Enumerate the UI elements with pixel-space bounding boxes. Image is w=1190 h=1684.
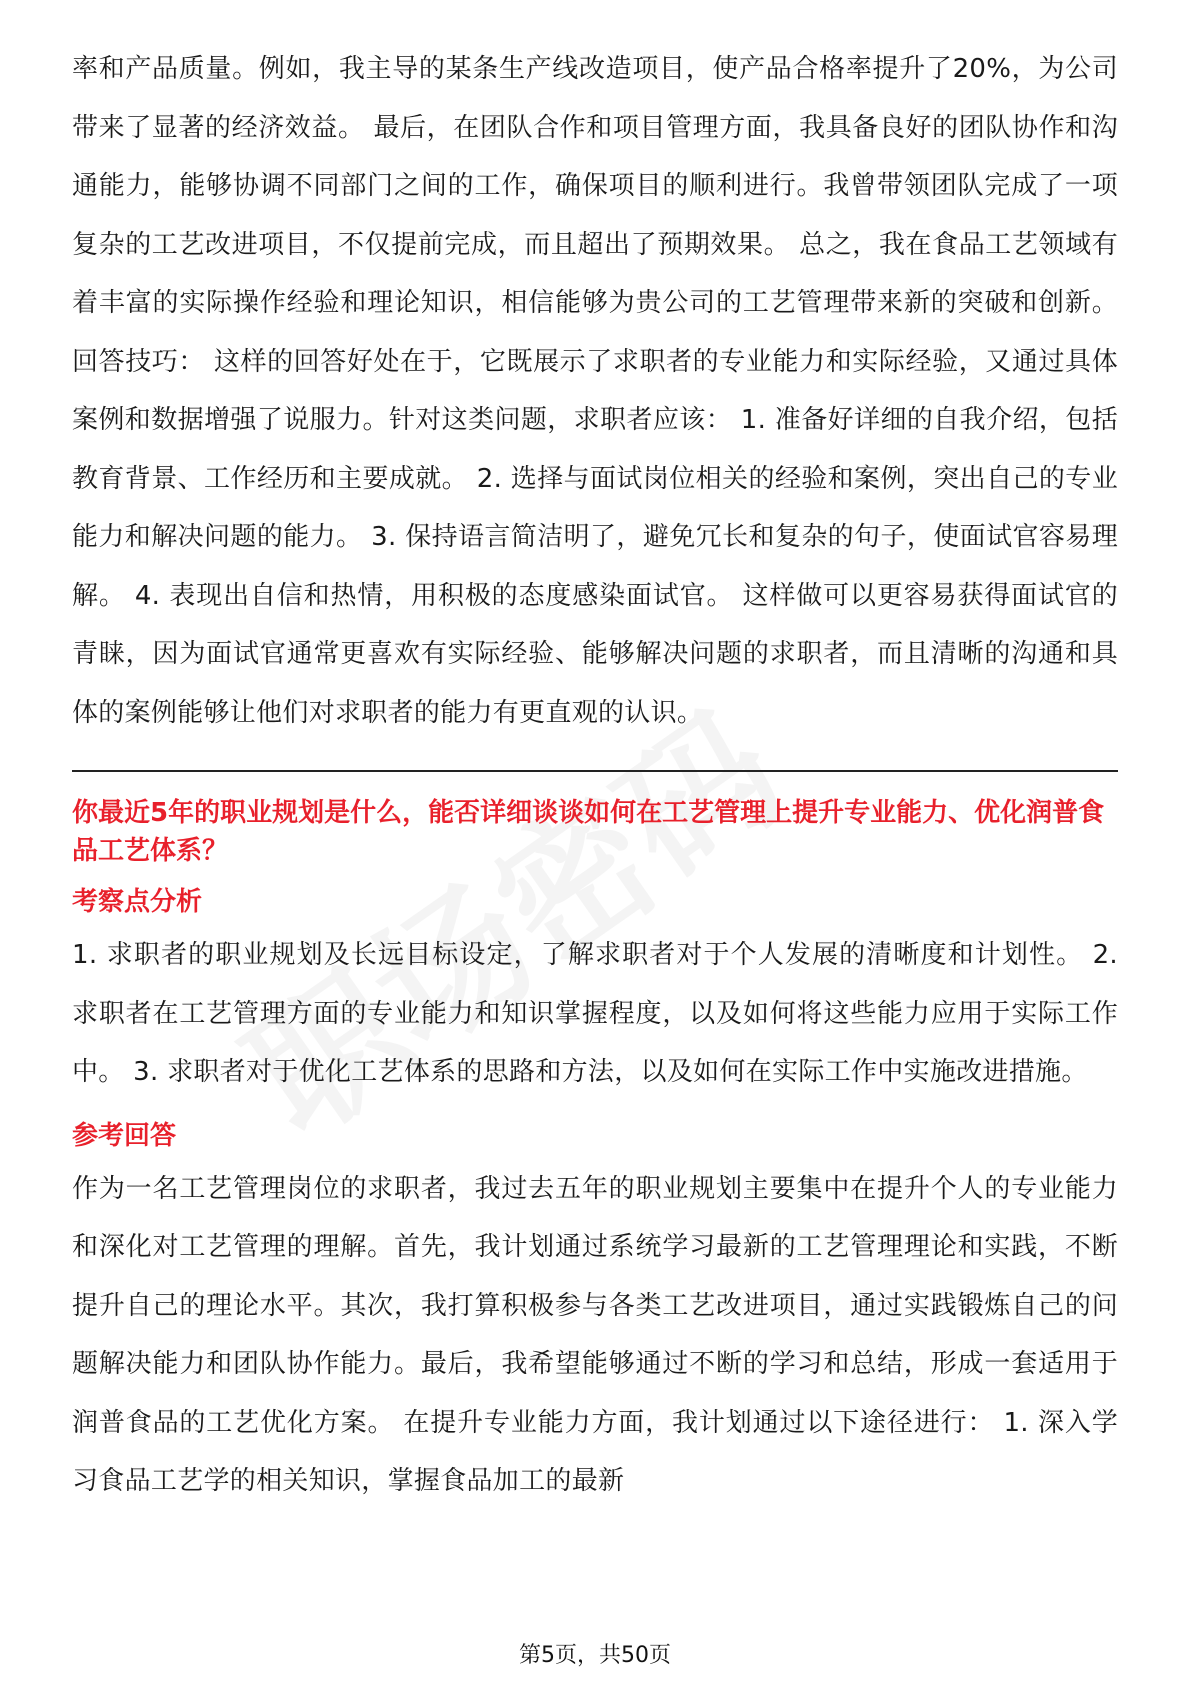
question-heading: 你最近5年的职业规划是什么，能否详细谈谈如何在工艺管理上提升专业能力、优化润普食品工艺体系？ (72, 798, 1105, 866)
analysis-paragraph: 1. 求职者的职业规划及长远目标设定，了解求职者对于个人发展的清晰度和计划性。 2. 求职者在工艺管理方面的专业能力和知识掌握程度，以及如何将这些能力应用于实际工作中。 3. 求职者对于优化工艺体系的思路和方法，以及如何在实际工作中实施改进措施。 (72, 940, 1118, 1087)
analysis-heading: 考察点分析 (72, 887, 203, 917)
intro-paragraph: 率和产品质量。例如，我主导的某条生产线改造项目，使产品合格率提升了20%，为公司带来了显著的经济效益。 最后，在团队合作和项目管理方面，我具备良好的团队协作和沟通能力，能够协调不同部门之间的工作，确保项目的顺利进行。我曾带领团队完成了一项复杂的工艺改进项目，不仅提前完成，而且超出了预期效果。 总之，我在食品工艺领域有着丰富的实际操作经验和理论知识，相信能够为贵公司的工艺管理带来新的突破和创新。 回答技巧： 这样的回答好处在于，它既展示了求职者的专业能力和实际经验，又通过具体案例和数据增强了说服力。针对这类问题，求职者应该： 1. 准备好详细的自我介绍，包括教育背景、工作经历和主要成就。 2. 选择与面试岗位相关的经验和案例，突出自己的专业能力和解决问题的能力。 3. 保持语言简洁明了，避免冗长和复杂的句子，使面试官容易理解。 4. 表现出自信和热情，用积极的态度感染面试官。 这样做可以更容易获得面试官的青睐，因为面试官通常更喜欢有实际经验、能够解决问题的求职者，而且清晰的沟通和具体的案例能够让他们对求职者的能力有更直观的认识。 (72, 54, 1118, 728)
page-footer: 第5页，共50页 (519, 1643, 671, 1668)
document-page (72, 40, 1118, 1511)
answer-heading: 参考回答 (72, 1120, 177, 1151)
answer-paragraph: 作为一名工艺管理岗位的求职者，我过去五年的职业规划主要集中在提升个人的专业能力和深化对工艺管理的理解。首先，我计划通过系统学习最新的工艺管理理论和实践，不断提升自己的理论水平。其次，我打算积极参与各类工艺改进项目，通过实践锻炼自己的问题解决能力和团队协作能力。最后，我希望能够通过不断的学习和总结，形成一套适用于润普食品的工艺优化方案。 在提升专业能力方面，我计划通过以下途径进行： 1. 深入学习食品工艺学的相关知识，掌握食品加工的最新 (72, 1173, 1118, 1496)
section-divider (72, 770, 1118, 772)
